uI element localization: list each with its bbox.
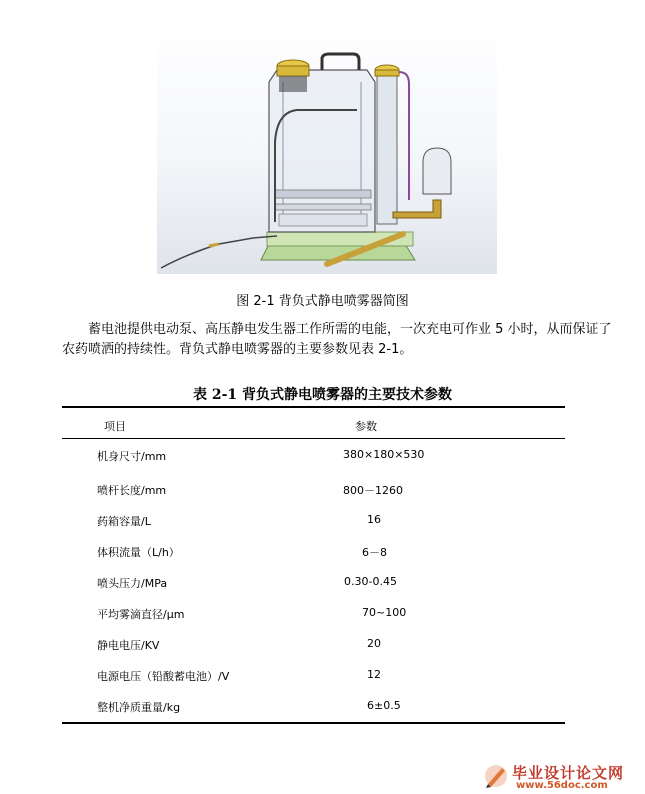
row-item: 机身尺寸/mm xyxy=(97,450,167,463)
row-item: 电源电压（铅酸蓄电池）/V xyxy=(97,670,230,683)
watermark-name: 毕业设计论文网 xyxy=(512,764,625,782)
body-paragraph: 蓄电池提供电动泵、高压静电发生器工作所需的电能，一次充电可作业 5 小时，从而保证了农药喷洒的持续性。背负式静电喷雾器的主要参数见表 2-1。 xyxy=(62,322,612,357)
watermark-logo xyxy=(482,760,642,792)
row-item: 药箱容量/L xyxy=(97,515,151,528)
row-value: 6－8 xyxy=(362,546,387,559)
row-value: 70~100 xyxy=(362,606,407,619)
row-item: 体积流量（L/h） xyxy=(97,546,180,559)
watermark-url: www.56doc.com xyxy=(516,780,608,791)
table-title: 表 2-1 背负式静电喷雾器的主要技术参数 xyxy=(192,387,453,403)
row-item: 喷头压力/MPa xyxy=(97,577,168,590)
table-top-rule xyxy=(62,406,565,408)
sprayer-illustration xyxy=(157,22,497,274)
row-value: 20 xyxy=(367,637,381,650)
row-item: 平均雾滴直径/μm xyxy=(97,608,185,621)
table-row xyxy=(0,544,645,564)
table-header-item: 项目 xyxy=(104,420,126,433)
table-row xyxy=(0,482,645,502)
row-value: 380×180×530 xyxy=(343,448,425,461)
table-header-param: 参数 xyxy=(355,420,377,433)
row-value: 0.30-0.45 xyxy=(344,575,397,588)
row-value: 6±0.5 xyxy=(367,699,401,712)
table-row xyxy=(0,575,645,595)
row-item: 静电电压/KV xyxy=(97,639,160,652)
pen-logo-icon xyxy=(482,762,510,790)
figure-caption: 图 2-1 背负式静电喷雾器简图 xyxy=(236,294,409,309)
table-row xyxy=(0,448,645,468)
table-bottom-rule xyxy=(62,722,565,724)
table-row xyxy=(0,699,645,719)
table-row xyxy=(0,513,645,533)
row-value: 16 xyxy=(367,513,381,526)
row-value: 12 xyxy=(367,668,381,681)
table-row xyxy=(0,606,645,626)
row-item: 喷杆长度/mm xyxy=(97,484,167,497)
table-header-rule xyxy=(62,438,565,439)
row-value: 800－1260 xyxy=(343,484,403,497)
row-item: 整机净质重量/kg xyxy=(97,701,181,714)
table-row xyxy=(0,668,645,688)
sprayer-figure xyxy=(157,22,497,274)
table-row xyxy=(0,637,645,657)
